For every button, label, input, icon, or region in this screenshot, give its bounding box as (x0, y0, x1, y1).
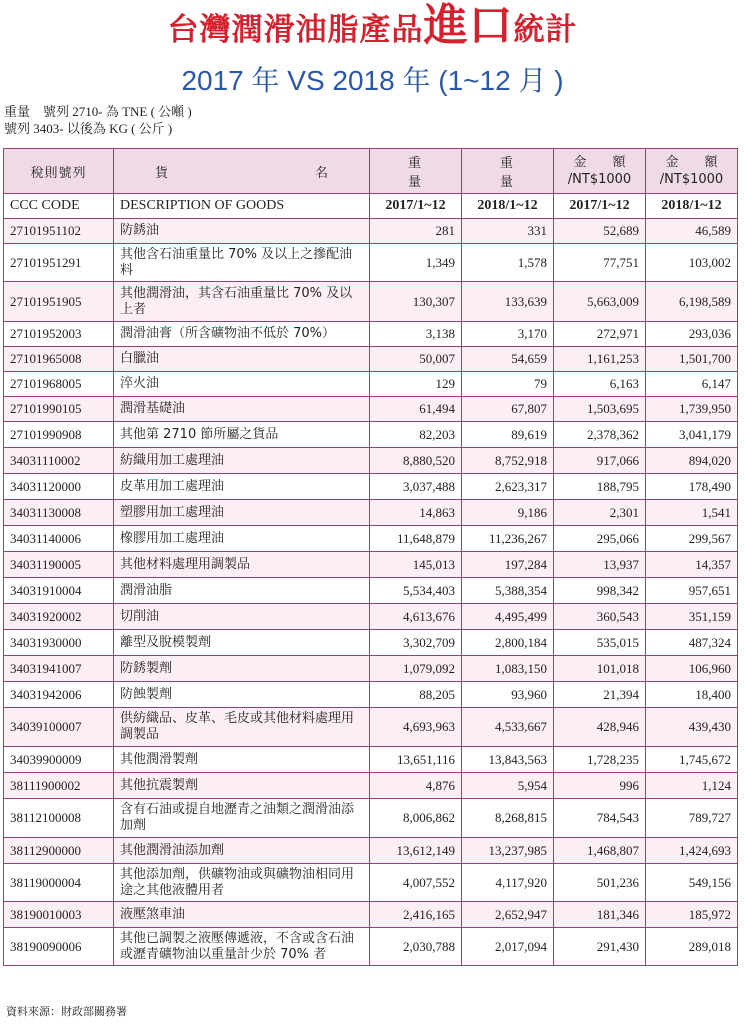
cell-code: 34031130008 (4, 500, 114, 526)
cell-code: 27101965008 (4, 347, 114, 372)
cell-description: 白臘油 (114, 347, 370, 372)
cell-description: 其他含石油重量比 70% 及以上之摻配油料 (114, 244, 370, 282)
cell-amount-2018: 789,727 (646, 799, 738, 838)
cell-weight-2018: 8,268,815 (462, 799, 554, 838)
cell-weight-2018: 54,659 (462, 347, 554, 372)
cell-weight-2017: 61,494 (370, 397, 462, 422)
cell-description: 切削油 (114, 604, 370, 630)
page-title (0, 0, 745, 51)
cell-amount-2017: 360,543 (554, 604, 646, 630)
cell-description: 其他抗震製劑 (114, 773, 370, 799)
table-row (4, 244, 738, 282)
cell-description: 塑膠用加工處理油 (114, 500, 370, 526)
cell-amount-2018: 3,041,179 (646, 422, 738, 448)
cell-description: 其他潤滑油添加劑 (114, 838, 370, 864)
cell-weight-2018: 4,495,499 (462, 604, 554, 630)
header-amount-top: 金 額 (573, 155, 626, 170)
cell-weight-2018: 4,533,667 (462, 708, 554, 747)
table-row (4, 864, 738, 902)
subheader-period: 2017/1~12 (370, 194, 462, 219)
cell-amount-2018: 487,324 (646, 630, 738, 656)
cell-weight-2017: 11,648,879 (370, 526, 462, 552)
header-weight-left: 重 (407, 156, 423, 171)
cell-amount-2018: 18,400 (646, 682, 738, 708)
cell-weight-2018: 2,652,947 (462, 902, 554, 928)
table-row (4, 708, 738, 747)
cell-weight-2018: 67,807 (462, 397, 554, 422)
cell-code: 34031910004 (4, 578, 114, 604)
subheader-period: 2018/1~12 (646, 194, 738, 219)
cell-amount-2017: 101,018 (554, 656, 646, 682)
cell-code: 27101990105 (4, 397, 114, 422)
cell-weight-2017: 50,007 (370, 347, 462, 372)
cell-code: 38190090006 (4, 928, 114, 966)
cell-code: 38119000004 (4, 864, 114, 902)
cell-weight-2018: 79 (462, 372, 554, 397)
subheader-code: CCC CODE (4, 194, 114, 219)
cell-weight-2018: 2,623,317 (462, 474, 554, 500)
cell-code: 38111900002 (4, 773, 114, 799)
cell-code: 34031120000 (4, 474, 114, 500)
cell-weight-2017: 88,205 (370, 682, 462, 708)
subheader-description: DESCRIPTION OF GOODS (114, 194, 370, 219)
cell-weight-2018: 93,960 (462, 682, 554, 708)
cell-code: 27101951102 (4, 219, 114, 244)
header-code: 稅則號列 (4, 149, 114, 194)
header-desc-right: 名 (314, 165, 328, 181)
header-weight-right: 量 (407, 175, 423, 190)
table-row (4, 902, 738, 928)
cell-amount-2017: 428,946 (554, 708, 646, 747)
cell-amount-2017: 13,937 (554, 552, 646, 578)
cell-amount-2018: 351,159 (646, 604, 738, 630)
cell-amount-2018: 293,036 (646, 322, 738, 347)
cell-weight-2017: 130,307 (370, 282, 462, 322)
header-amount-2017 (554, 149, 646, 194)
cell-code: 34031920002 (4, 604, 114, 630)
cell-weight-2017: 281 (370, 219, 462, 244)
cell-weight-2017: 3,302,709 (370, 630, 462, 656)
cell-amount-2018: 1,424,693 (646, 838, 738, 864)
title-emphasis: 進口 (423, 0, 514, 51)
header-amount-bottom: /NT$1000 (659, 172, 724, 187)
cell-weight-2017: 82,203 (370, 422, 462, 448)
table-subheader-row (4, 194, 738, 219)
cell-code: 34031140006 (4, 526, 114, 552)
table-row (4, 526, 738, 552)
cell-code: 27101990908 (4, 422, 114, 448)
cell-description: 液壓煞車油 (114, 902, 370, 928)
source-note: 資料來源：財政部關務署 (6, 1005, 127, 1018)
cell-amount-2018: 957,651 (646, 578, 738, 604)
table-header-row (4, 149, 738, 194)
cell-amount-2017: 5,663,009 (554, 282, 646, 322)
cell-weight-2017: 13,651,116 (370, 747, 462, 773)
cell-weight-2018: 13,237,985 (462, 838, 554, 864)
cell-weight-2018: 5,954 (462, 773, 554, 799)
table-row (4, 928, 738, 966)
cell-weight-2017: 4,876 (370, 773, 462, 799)
unit-note-1: 重量 號列 2710- 為 TNE ( 公噸 ) (4, 104, 192, 119)
cell-description: 其他第 2710 節所屬之貨品 (114, 422, 370, 448)
cell-amount-2018: 1,739,950 (646, 397, 738, 422)
table-row (4, 682, 738, 708)
cell-amount-2018: 299,567 (646, 526, 738, 552)
cell-weight-2018: 133,639 (462, 282, 554, 322)
table-row (4, 397, 738, 422)
cell-amount-2017: 181,346 (554, 902, 646, 928)
cell-weight-2017: 4,613,676 (370, 604, 462, 630)
table-row (4, 773, 738, 799)
table-row (4, 552, 738, 578)
cell-amount-2017: 2,378,362 (554, 422, 646, 448)
cell-amount-2018: 289,018 (646, 928, 738, 966)
table-row (4, 347, 738, 372)
cell-weight-2018: 2,800,184 (462, 630, 554, 656)
header-desc-left: 貨 (154, 165, 168, 181)
cell-description: 其他潤滑油，其含石油重量比 70% 及以上者 (114, 282, 370, 322)
cell-amount-2018: 185,972 (646, 902, 738, 928)
cell-weight-2017: 129 (370, 372, 462, 397)
cell-description: 潤滑油膏（所含礦物油不低於 70%） (114, 322, 370, 347)
cell-description: 防蝕製劑 (114, 682, 370, 708)
cell-code: 34031942006 (4, 682, 114, 708)
cell-amount-2017: 535,015 (554, 630, 646, 656)
cell-weight-2017: 1,349 (370, 244, 462, 282)
cell-description: 離型及脫模製劑 (114, 630, 370, 656)
cell-code: 34031190005 (4, 552, 114, 578)
cell-code: 34031941007 (4, 656, 114, 682)
cell-code: 38112900000 (4, 838, 114, 864)
table-row (4, 448, 738, 474)
cell-description: 皮革用加工處理油 (114, 474, 370, 500)
cell-amount-2017: 784,543 (554, 799, 646, 838)
cell-code: 38112100008 (4, 799, 114, 838)
cell-weight-2017: 3,138 (370, 322, 462, 347)
cell-amount-2017: 998,342 (554, 578, 646, 604)
cell-amount-2018: 6,198,589 (646, 282, 738, 322)
cell-description: 潤滑基礎油 (114, 397, 370, 422)
cell-weight-2018: 13,843,563 (462, 747, 554, 773)
cell-weight-2018: 8,752,918 (462, 448, 554, 474)
header-weight-left: 重 (499, 156, 515, 171)
header-weight-right: 量 (499, 175, 515, 190)
cell-description: 其他已調製之液壓傳遞液，不含或含石油或瀝青礦物油以重量計少於 70% 者 (114, 928, 370, 966)
table-row (4, 630, 738, 656)
header-amount-2018 (646, 149, 738, 194)
cell-weight-2017: 14,863 (370, 500, 462, 526)
cell-amount-2018: 1,745,672 (646, 747, 738, 773)
cell-code: 34031110002 (4, 448, 114, 474)
cell-amount-2018: 894,020 (646, 448, 738, 474)
cell-amount-2017: 77,751 (554, 244, 646, 282)
cell-amount-2017: 1,728,235 (554, 747, 646, 773)
cell-weight-2017: 2,030,788 (370, 928, 462, 966)
unit-note-2: 號列 3403- 以後為 KG ( 公斤 ) (4, 121, 173, 136)
header-amount-top: 金 額 (665, 155, 718, 170)
cell-amount-2018: 6,147 (646, 372, 738, 397)
cell-weight-2018: 4,117,920 (462, 864, 554, 902)
cell-amount-2017: 917,066 (554, 448, 646, 474)
subheader-period: 2017/1~12 (554, 194, 646, 219)
cell-description: 其他材料處理用調製品 (114, 552, 370, 578)
cell-amount-2018: 178,490 (646, 474, 738, 500)
cell-description: 防銹油 (114, 219, 370, 244)
cell-amount-2017: 272,971 (554, 322, 646, 347)
header-amount-bottom: /NT$1000 (567, 172, 632, 187)
cell-weight-2017: 4,007,552 (370, 864, 462, 902)
table-row (4, 604, 738, 630)
table-row (4, 656, 738, 682)
table-row (4, 500, 738, 526)
cell-code: 34031930000 (4, 630, 114, 656)
table-body (4, 219, 738, 966)
cell-amount-2017: 188,795 (554, 474, 646, 500)
cell-description: 淬火油 (114, 372, 370, 397)
cell-weight-2017: 2,416,165 (370, 902, 462, 928)
subheader-period: 2018/1~12 (462, 194, 554, 219)
table-row (4, 422, 738, 448)
cell-amount-2017: 52,689 (554, 219, 646, 244)
cell-weight-2018: 331 (462, 219, 554, 244)
cell-amount-2017: 501,236 (554, 864, 646, 902)
cell-amount-2018: 1,541 (646, 500, 738, 526)
table-row (4, 372, 738, 397)
cell-weight-2017: 5,534,403 (370, 578, 462, 604)
table-row (4, 282, 738, 322)
cell-description: 其他添加劑，供礦物油或與礦物油相同用途之其他液體用者 (114, 864, 370, 902)
cell-description: 供紡織品、皮革、毛皮或其他材料處理用調製品 (114, 708, 370, 747)
table-row (4, 799, 738, 838)
cell-amount-2018: 46,589 (646, 219, 738, 244)
title-part-1: 台灣潤滑油脂產品 (167, 12, 424, 48)
cell-weight-2017: 8,880,520 (370, 448, 462, 474)
table-row (4, 578, 738, 604)
cell-amount-2018: 1,124 (646, 773, 738, 799)
cell-code: 27101951905 (4, 282, 114, 322)
cell-amount-2017: 21,394 (554, 682, 646, 708)
cell-code: 34039100007 (4, 708, 114, 747)
header-description (114, 149, 370, 194)
cell-amount-2017: 6,163 (554, 372, 646, 397)
cell-weight-2017: 145,013 (370, 552, 462, 578)
cell-amount-2018: 439,430 (646, 708, 738, 747)
cell-amount-2017: 291,430 (554, 928, 646, 966)
cell-weight-2017: 1,079,092 (370, 656, 462, 682)
cell-code: 27101951291 (4, 244, 114, 282)
title-part-3: 統計 (513, 12, 578, 48)
cell-weight-2018: 1,578 (462, 244, 554, 282)
cell-weight-2018: 197,284 (462, 552, 554, 578)
cell-weight-2017: 3,037,488 (370, 474, 462, 500)
cell-weight-2017: 8,006,862 (370, 799, 462, 838)
cell-amount-2017: 1,161,253 (554, 347, 646, 372)
cell-amount-2018: 549,156 (646, 864, 738, 902)
cell-amount-2017: 1,503,695 (554, 397, 646, 422)
header-weight-2017 (370, 149, 462, 194)
table-row (4, 219, 738, 244)
cell-weight-2018: 5,388,354 (462, 578, 554, 604)
cell-amount-2017: 1,468,807 (554, 838, 646, 864)
table-row (4, 474, 738, 500)
import-statistics-table (3, 148, 738, 966)
cell-description: 橡膠用加工處理油 (114, 526, 370, 552)
cell-description: 防銹製劑 (114, 656, 370, 682)
cell-amount-2017: 2,301 (554, 500, 646, 526)
cell-weight-2018: 89,619 (462, 422, 554, 448)
cell-amount-2018: 14,357 (646, 552, 738, 578)
cell-amount-2018: 106,960 (646, 656, 738, 682)
cell-code: 27101952003 (4, 322, 114, 347)
cell-amount-2017: 295,066 (554, 526, 646, 552)
cell-description: 紡織用加工處理油 (114, 448, 370, 474)
table-row (4, 322, 738, 347)
cell-weight-2018: 11,236,267 (462, 526, 554, 552)
cell-description: 含有石油或提自地瀝青之油類之潤滑油添加劑 (114, 799, 370, 838)
header-weight-2018 (462, 149, 554, 194)
cell-code: 27101968005 (4, 372, 114, 397)
cell-weight-2018: 3,170 (462, 322, 554, 347)
cell-description: 其他潤滑製劑 (114, 747, 370, 773)
cell-amount-2018: 103,002 (646, 244, 738, 282)
cell-weight-2018: 9,186 (462, 500, 554, 526)
cell-code: 34039900009 (4, 747, 114, 773)
cell-description: 潤滑油脂 (114, 578, 370, 604)
cell-weight-2018: 1,083,150 (462, 656, 554, 682)
table-row (4, 838, 738, 864)
page-subtitle: 2017 年 VS 2018 年 (1~12 月 ) (181, 65, 564, 96)
cell-amount-2017: 996 (554, 773, 646, 799)
cell-weight-2017: 4,693,963 (370, 708, 462, 747)
table-row (4, 747, 738, 773)
cell-amount-2018: 1,501,700 (646, 347, 738, 372)
cell-code: 38190010003 (4, 902, 114, 928)
cell-weight-2017: 13,612,149 (370, 838, 462, 864)
cell-weight-2018: 2,017,094 (462, 928, 554, 966)
